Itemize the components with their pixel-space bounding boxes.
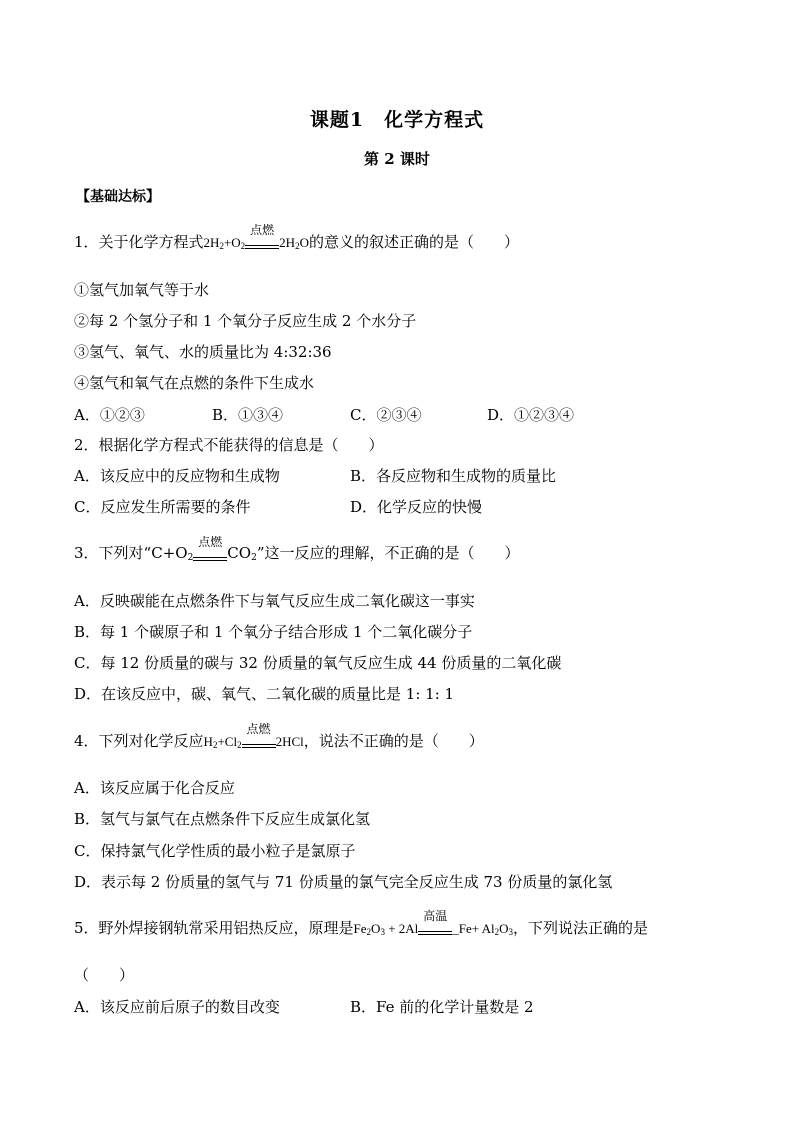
q2-option-b: B．各反应物和生成物的质量比 (350, 467, 557, 485)
q5-option-b: B．Fe 前的化学计量数是 2 (350, 998, 534, 1016)
question-4-stem (74, 722, 484, 755)
q1-item: ③氢气、氧气、水的质量比为 4:32:36 (74, 343, 332, 361)
q5-option-a: A．该反应前后原子的数目改变 (74, 998, 280, 1016)
q3-suffix: ”这一反应的理解，不正确的是（ ） (256, 544, 520, 562)
q1-prefix: 1．关于化学方程式 (74, 233, 204, 251)
q3-product: CO (227, 544, 252, 562)
q3-option-b: B．每 1 个碳原子和 1 个氧分子结合形成 1 个二氧化碳分子 (74, 623, 473, 641)
q1-condition: 点燃 (245, 236, 279, 256)
q3-prefix: 3．下列对“C+O (74, 544, 188, 562)
q4-option-b: B．氢气与氯气在点燃条件下反应生成氯化氢 (74, 810, 371, 828)
q5-prefix: 5．野外焊接钢轨常采用铝热反应，原理是 (74, 919, 354, 937)
q4-equation: $H_2+Cl_2$ 点燃 2HCl (204, 732, 304, 755)
q4-option-a: A．该反应属于化合反应 (74, 779, 235, 797)
q1-option-c: C．②③④ (350, 406, 422, 424)
q1-option-a: A．①②③ (74, 406, 145, 424)
question-1-stem (74, 223, 519, 256)
question-3-stem: 3．下列对“$C+O_2$ 点燃 $CO_2$”这一反应的理解，不正确的是（ ） (74, 543, 519, 568)
section-heading: 【基础达标】 (76, 189, 160, 205)
q1-equation: $2H_2+O_2$ 点燃 $2H_2O$ (204, 233, 309, 256)
q1-item: ④氢气和氧气在点燃的条件下生成水 (74, 374, 315, 392)
q5-answer-paren: （ ） (74, 966, 135, 984)
q2-option-a: A．该反应中的反应物和生成物 (74, 467, 280, 485)
q4-option-d: D．表示每 2 份质量的氢气与 71 份质量的氯气完全反应生成 73 份质量的氯化氢 (74, 873, 613, 891)
q3-option-a: A．反映碳能在点燃条件下与氧气反应生成二氧化碳这一事实 (74, 592, 475, 610)
q2-option-c: C．反应发生所需要的条件 (74, 498, 251, 516)
q3-option-c: C．每 12 份质量的碳与 32 份质量的氧气反应生成 44 份质量的二氧化碳 (74, 654, 562, 672)
q1-option-d: D．①②③④ (487, 406, 575, 424)
q1-option-b: B．①③④ (212, 406, 284, 424)
q3-option-d: D．在该反应中，碳、氧气、二氧化碳的质量比是 1: 1: 1 (74, 685, 455, 703)
q5-equation: $Fe_2O_3 + 2Al$ 高温 _Fe+ $Al_2O_3$ (354, 919, 514, 942)
q4-option-c: C．保持氯气化学性质的最小粒子是氯原子 (74, 842, 356, 860)
q4-suffix: ，说法不正确的是（ ） (303, 732, 484, 750)
q2-option-d: D．化学反应的快慢 (350, 498, 483, 516)
q4-prefix: 4．下列对化学反应 (74, 732, 204, 750)
q5-suffix: ，下列说法正确的是 (513, 919, 649, 937)
lesson-subtitle: 第 2 课时 (364, 150, 430, 168)
q3-condition: 点燃 (193, 548, 227, 568)
q1-item: ①氢气加氧气等于水 (74, 281, 210, 299)
q1-suffix: 的意义的叙述正确的是（ ） (308, 233, 519, 251)
question-2-stem: 2．根据化学方程式不能获得的信息是（ ） (74, 436, 384, 454)
q1-item: ②每 2 个氢分子和 1 个氧分子反应生成 2 个水分子 (74, 312, 417, 330)
page-title: 课题1 化学方程式 (309, 109, 485, 131)
q5-condition: 高温 (418, 922, 452, 942)
q4-condition: 点燃 (242, 735, 276, 755)
question-5-stem (74, 909, 649, 942)
